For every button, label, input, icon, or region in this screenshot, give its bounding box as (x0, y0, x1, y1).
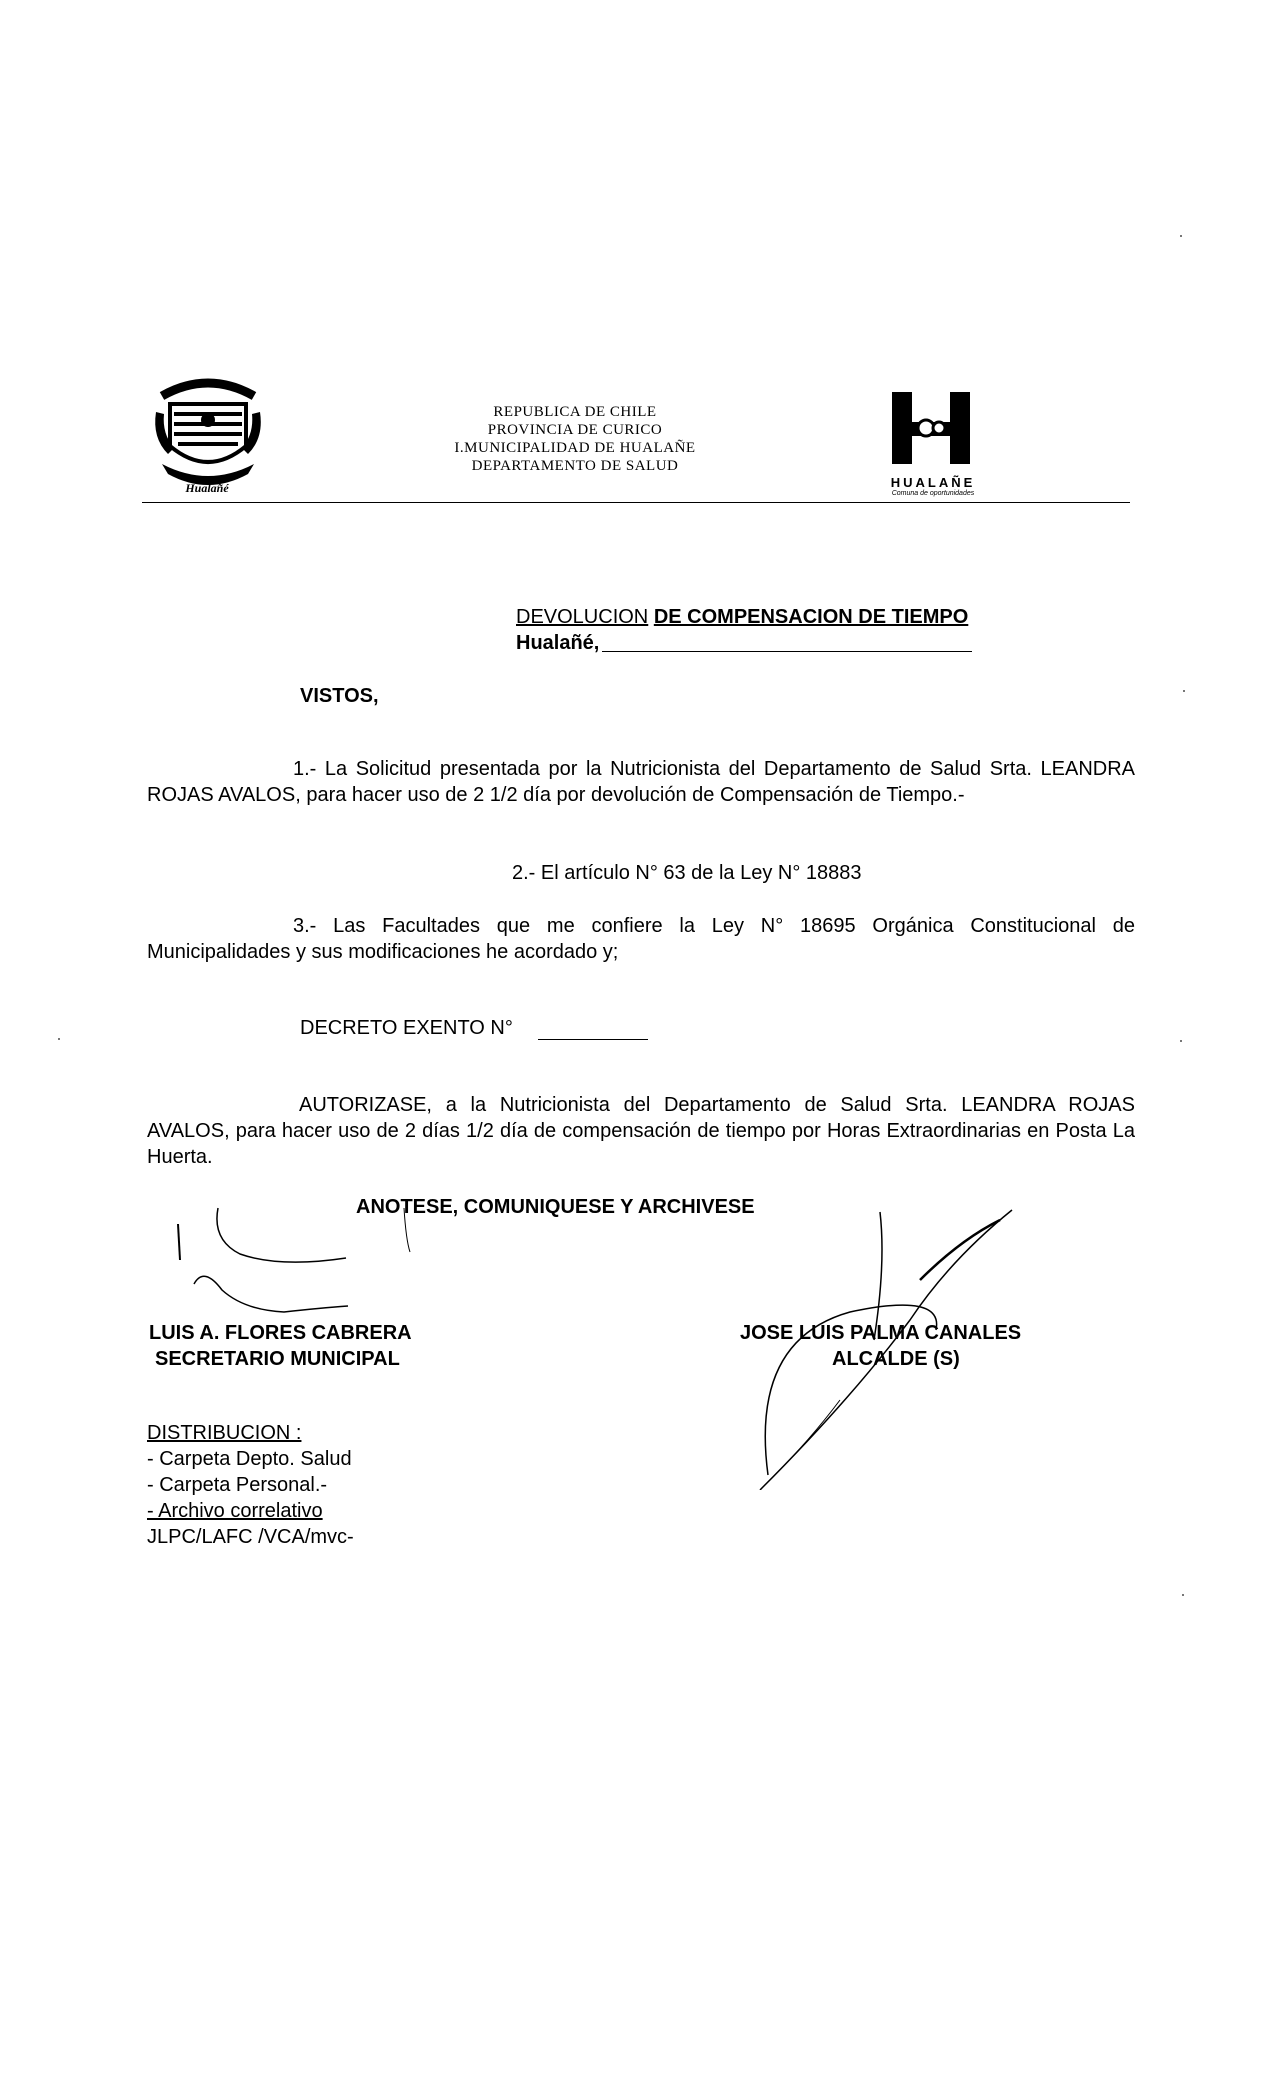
decreto-number-line (538, 1039, 648, 1040)
left-logo-text-bottom: Hualañé (185, 481, 229, 495)
header-divider (142, 502, 1130, 503)
autorizase-paragraph: AUTORIZASE, a la Nutricionista del Departamento de Salud Srta. LEANDRA ROJAS AVALOS, para hacer uso de 2 días 1/2 día de compensación de tiempo por Horas Extraordinarias en Posta La Huerta. (147, 1094, 1135, 1168)
title-compensacion: DE COMPENSACION DE TIEMPO (653, 606, 969, 628)
distribution-heading: DISTRIBUCION : (147, 1422, 302, 1444)
place-line: Hualañé, (516, 632, 600, 654)
scan-speck (58, 1038, 60, 1040)
coat-of-arms-icon (152, 368, 264, 496)
title-devolucion: DEVOLUCION (516, 606, 649, 628)
scan-speck (1180, 1040, 1182, 1042)
scan-speck (1183, 690, 1185, 692)
vistos-item-3: 3.- Las Facultades que me confiere la Ley N° 18695 Orgánica Constitucional de Municipalidades y sus modificaciones he acordado y; (147, 915, 1135, 963)
right-logo-subtext: Comuna de oportunidades (891, 490, 975, 497)
right-logo (878, 388, 988, 496)
header-line-provincia: PROVINCIA DE CURICO (487, 422, 663, 438)
header-line-municipalidad: I.MUNICIPALIDAD DE HUALAÑE (454, 440, 696, 456)
distribution-initials: JLPC/LAFC /VCA/mvc- (147, 1526, 354, 1548)
right-signer-title: ALCALDE (S) (832, 1348, 960, 1370)
distribution-item-salud: - Carpeta Depto. Salud (147, 1448, 352, 1470)
vistos-item-1: 1.- La Solicitud presentada por la Nutricionista del Departamento de Salud Srta. LEANDRA ROJAS AVALOS, para hacer uso de 2 1/2 día por devolución de Compensación de Tiempo.- (147, 758, 1135, 806)
document-title (516, 604, 996, 630)
header-text-block (430, 403, 720, 475)
hualane-h-icon (878, 388, 988, 468)
right-signer-name: JOSE LUIS PALMA CANALES (740, 1322, 1022, 1344)
right-logo-text: HUALAÑE (890, 475, 976, 490)
closing-formula: ANOTESE, COMUNIQUESE Y ARCHIVESE (356, 1196, 755, 1218)
place-date-rule (602, 651, 972, 652)
scan-speck (1182, 1594, 1184, 1596)
vistos-heading: VISTOS, (300, 685, 379, 707)
distribution-item-archivo: - Archivo correlativo (147, 1500, 323, 1522)
vistos-item-2: 2.- El artículo N° 63 de la Ley N° 18883 (512, 862, 862, 884)
distribution-item-personal: - Carpeta Personal.- (147, 1474, 328, 1496)
left-logo (152, 368, 264, 496)
left-signature-icon (160, 1190, 460, 1320)
header-line-republica: REPUBLICA DE CHILE (493, 404, 657, 420)
header-line-departamento: DEPARTAMENTO DE SALUD (471, 458, 679, 474)
left-signer-name: LUIS A. FLORES CABRERA (149, 1322, 412, 1344)
decreto-label: DECRETO EXENTO N° (300, 1017, 513, 1039)
left-signer-title: SECRETARIO MUNICIPAL (155, 1348, 400, 1370)
scan-speck (1180, 235, 1182, 237)
distribution-block (147, 1420, 354, 1550)
